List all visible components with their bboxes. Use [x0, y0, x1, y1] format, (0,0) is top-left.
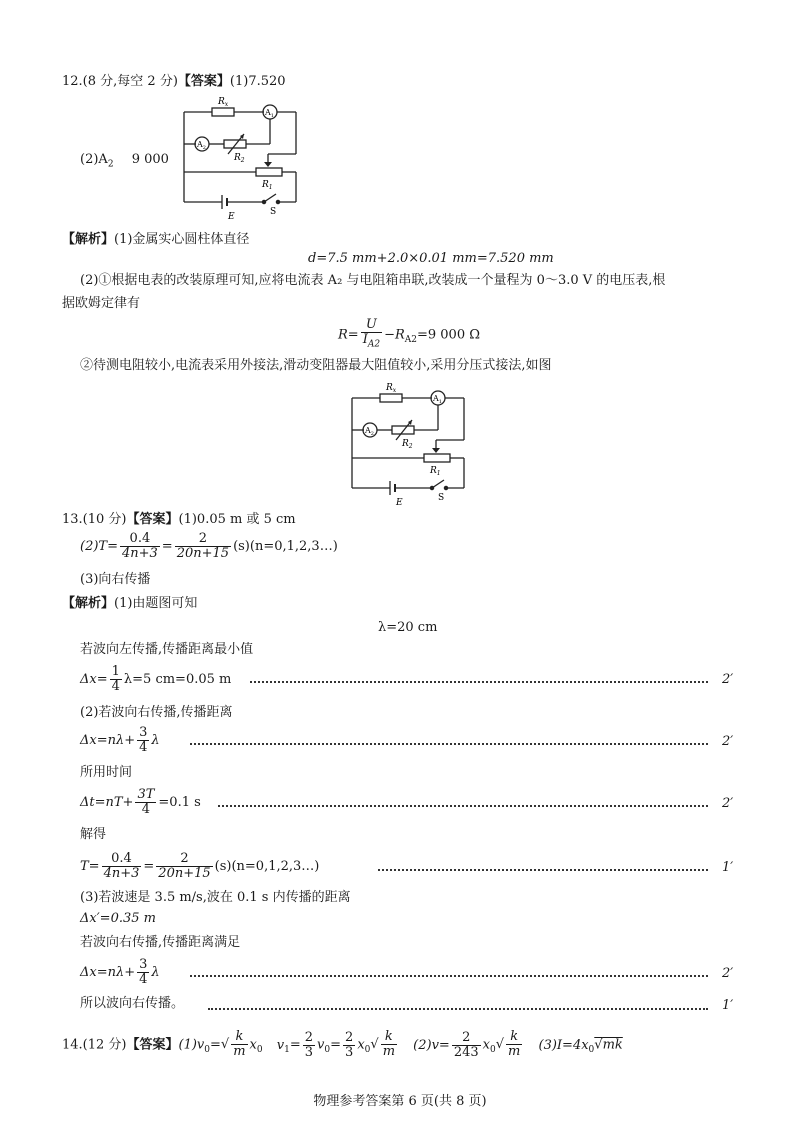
- label-a2-2: $A_2$: [365, 426, 374, 437]
- q13-analysis1-text: (1)由题图可知: [114, 596, 198, 611]
- page-footer: 物理参考答案第 6 页(共 8 页): [313, 1094, 487, 1109]
- q13-answer1: (1)0.05 m 或 5 cm: [178, 512, 296, 527]
- circuit-diagram-2: [346, 378, 476, 510]
- q13-a2-f2-num: 2: [175, 532, 231, 547]
- q12-header-text: 12.(8 分,每空 2 分): [62, 74, 178, 89]
- q13-header: [62, 512, 296, 528]
- q13-dt: Δt=nT+ $\frac{3T}{4}$ =0.1 s: [80, 787, 201, 817]
- r-eq-left: R=: [338, 327, 359, 343]
- q14-answer-line: 14.(12 分)【答案】$(1)v_0=√$ $\frac{k}{m}$ $x_0$ $v_1=$ $\frac{2}{3}$ $v_0=$ $\frac{2}{3}$ $x_0√$ $\frac{k}{m}$ (2)v= $\frac{2}{243}$ $x_0√$ $\frac{k}{m}$ $(3)I=4x_0√mk$: [62, 1029, 623, 1060]
- sqrt-k-over-m: √ $\frac{k}{m}$: [220, 1029, 246, 1059]
- q12-diameter-eq: d=7.5 mm+2.0×0.01 mm=7.520 mm: [308, 251, 554, 266]
- label-e-2: E: [396, 498, 403, 508]
- label-a1-2: $A_1$: [433, 394, 442, 405]
- q14-header: 14.(12 分): [62, 1037, 127, 1053]
- score-mark-1: 2′: [722, 672, 734, 687]
- label-r1-2: $R_1$: [430, 466, 441, 477]
- label-a2: $A_2$: [197, 140, 206, 151]
- score-mark-6: 1′: [722, 998, 734, 1013]
- q13-solve-text: 解得: [80, 827, 107, 842]
- q13-lambda-eq: λ=20 cm: [378, 620, 438, 635]
- score-mark-2: 2′: [722, 734, 734, 749]
- q12-analysis2-item2: ②待测电阻较小,电流表采用外接法,滑动变阻器最大阻值较小,采用分压式接法,如图: [80, 358, 552, 373]
- q13-answer-tag: 【答案】: [126, 512, 179, 527]
- r-eq-num: U: [361, 318, 382, 333]
- label-e: E: [228, 212, 235, 222]
- q13-dx2: Δx=nλ+ $\frac{3}{4}$ λ: [80, 725, 160, 755]
- r-eq-mid-sub: A2: [404, 334, 417, 345]
- leader-dots: [190, 975, 708, 977]
- r-eq-mid: −R: [384, 327, 405, 343]
- q13-header-text: 13.(10 分): [62, 512, 127, 527]
- q12-analysis2-line2: 据欧姆定律有: [62, 296, 141, 311]
- r2-resistor: [224, 140, 246, 148]
- label-rx: $R_x$: [218, 97, 229, 108]
- q12-analysis1: [62, 232, 249, 248]
- r-eq-frac: [361, 318, 382, 352]
- q13-conclusion: 所以波向右传播。: [80, 996, 185, 1011]
- q13-answer2-pre: (2)T=: [80, 539, 118, 554]
- q13-right-text: (2)若波向右传播,传播距离: [80, 705, 233, 720]
- leader-dots: [218, 805, 708, 807]
- leader-dots: [378, 869, 708, 871]
- q13-a2-f1-den: 4n+3: [121, 546, 158, 561]
- q13-left-text: 若波向左传播,传播距离最小值: [80, 642, 254, 657]
- q13-dx1: Δx= $\frac{1}{4}$ λ=5 cm=0.05 m: [80, 664, 232, 694]
- rx-resistor: [212, 108, 234, 116]
- q13-answer2: [80, 532, 338, 562]
- q13-answer3: (3)向右传播: [80, 572, 151, 587]
- r-eq-right: =9 000 Ω: [416, 327, 481, 343]
- q12-analysis-tag: 【解析】: [62, 232, 115, 247]
- r1-rheostat: [256, 168, 282, 176]
- q12-answer2-label: (2): [80, 152, 99, 167]
- q12-answer-tag: 【答案】: [177, 74, 230, 89]
- q12-analysis1-text: (1)金属实心圆柱体直径: [114, 232, 250, 247]
- q12-answer2-meter-sub: 2: [107, 159, 114, 170]
- q12-header: [62, 74, 286, 90]
- label-r1: $R_1$: [262, 180, 273, 191]
- q12-answer2: [80, 152, 169, 173]
- r-eq-den: $I_{A2}$: [362, 332, 381, 350]
- q13-speed-text: (3)若波速是 3.5 m/s,波在 0.1 s 内传播的距离: [80, 890, 351, 905]
- label-s-2: S: [438, 493, 445, 503]
- label-s: S: [270, 207, 277, 217]
- score-mark-3: 2′: [722, 796, 734, 811]
- q12-answer2-meter: A: [98, 152, 108, 167]
- q13-time-text: 所用时间: [80, 765, 133, 780]
- q12-answer1: (1)7.520: [229, 74, 286, 89]
- switch-s: [264, 194, 276, 202]
- q13-a2-eq: =: [161, 539, 173, 554]
- q13-a2-f2-den: 20n+15: [176, 546, 230, 561]
- leader-dots: [250, 681, 708, 683]
- score-mark-4: 1′: [722, 860, 734, 875]
- leader-dots: [190, 743, 708, 745]
- circuit-diagram-1: [178, 92, 308, 224]
- label-rx-2: $R_x$: [386, 383, 397, 394]
- score-mark-5: 2′: [722, 966, 734, 981]
- q13-analysis-tag: 【解析】: [62, 596, 115, 611]
- q12-r-equation: [338, 318, 480, 355]
- label-r2: $R_2$: [234, 153, 245, 164]
- q13-analysis1: [62, 596, 197, 612]
- label-a1: $A_1$: [265, 108, 274, 119]
- label-r2-2: $R_2$: [402, 439, 413, 450]
- q13-a2-f1-num: 0.4: [120, 532, 160, 547]
- q13-t: T= $\frac{0.4}{4n+3}$ = $\frac{2}{20n+15}$ (s)(n=0,1,2,3…): [80, 851, 320, 881]
- q13-dxp: Δx′=0.35 m: [80, 911, 156, 926]
- q13-cond-text: 若波向右传播,传播距离满足: [80, 935, 241, 950]
- leader-dots: [208, 1008, 708, 1010]
- q12-analysis2-line1: (2)①根据电表的改装原理可知,应将电流表 A₂ 与电阻箱串联,改装成一个量程为 0～3.0 V 的电压表,根: [80, 273, 666, 288]
- q12-answer2-value: 9 000: [131, 152, 169, 167]
- q13-a2-post: (s)(n=0,1,2,3…): [233, 539, 338, 554]
- q13-dx3: Δx=nλ+ $\frac{3}{4}$ λ: [80, 957, 160, 987]
- q14-answer-tag: 【答案】: [126, 1037, 179, 1053]
